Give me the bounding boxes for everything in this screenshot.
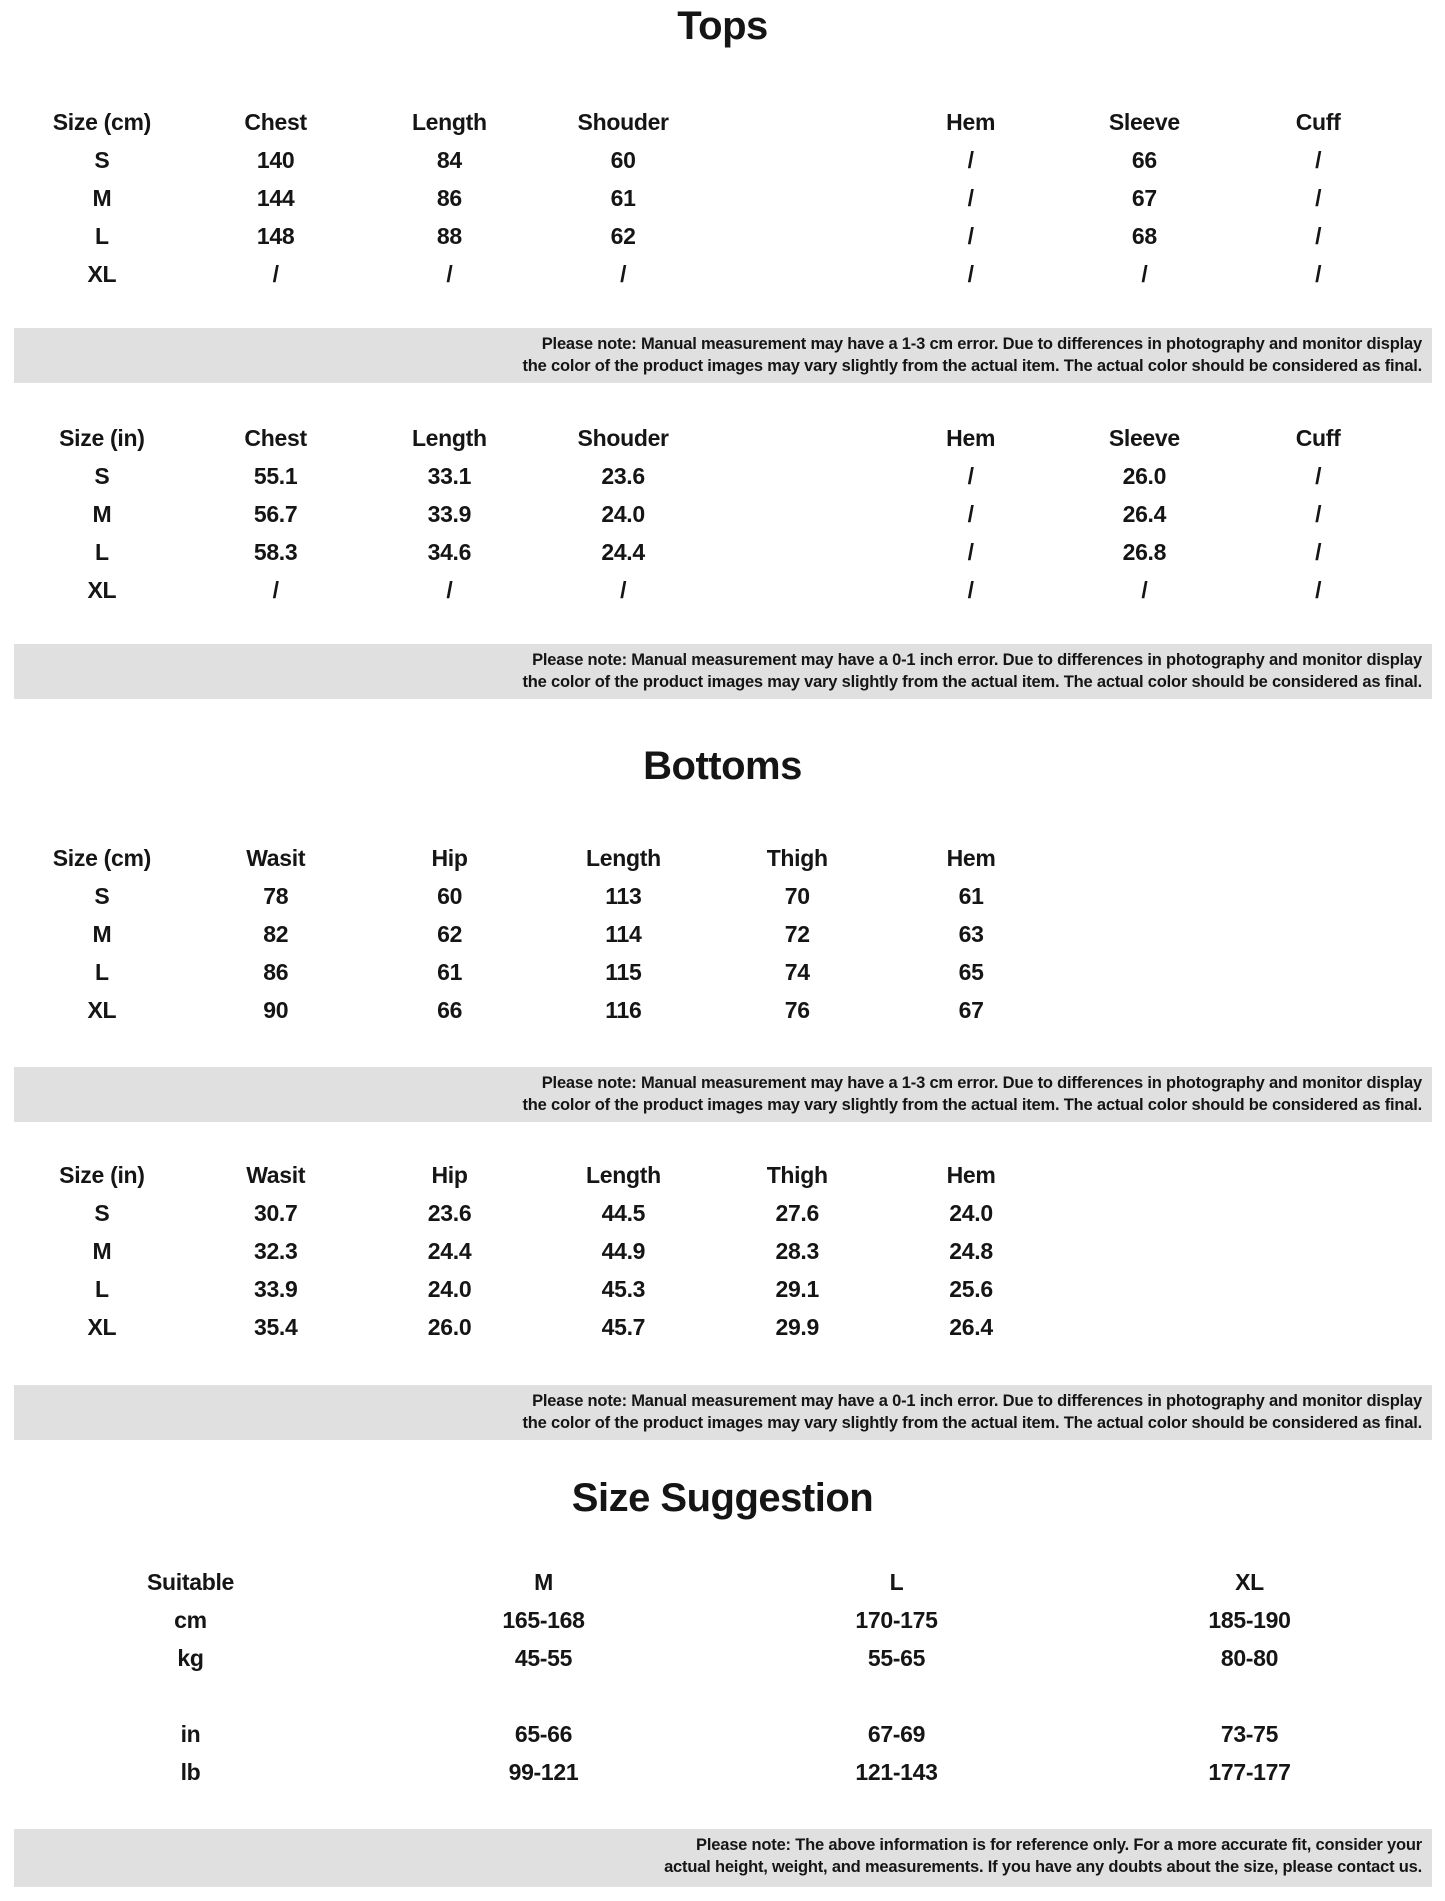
table-cell: 33.9 [427,501,472,527]
column-header: Hip [431,845,468,871]
table-cell: / [1315,539,1322,565]
table-cell: 177-177 [1208,1759,1291,1785]
row-label: S [94,883,110,909]
table-cell: / [1141,261,1148,287]
table-cell: 61 [437,959,463,985]
row-label: kg [177,1645,204,1671]
table-cell: 88 [436,223,462,249]
table-cell: / [272,261,279,287]
table-cell: 82 [263,921,289,947]
column-header-empty [710,419,884,457]
table-cell: 26.4 [949,1314,993,1340]
row-label: S [94,463,110,489]
row-label: L [95,1276,109,1302]
tops-title: Tops [677,4,768,48]
table-cell: / [1315,463,1322,489]
table-cell: 26.8 [1122,539,1167,565]
table-cell: 68 [1131,223,1157,249]
table-cell: 60 [437,883,463,909]
table-cell: 86 [263,959,289,985]
table-cell: 140 [256,147,295,173]
column-header: Size (in) [59,425,145,451]
table-cell: / [967,501,974,527]
table-cell: / [1315,577,1322,603]
table-cell: / [446,261,453,287]
bottoms-title: Bottoms [643,744,802,788]
table-cell: 23.6 [427,1200,472,1226]
table-cell: 24.8 [949,1238,993,1264]
column-header: M [534,1569,553,1595]
row-label: M [92,501,112,527]
table-cell [710,495,884,533]
table-cell [710,217,884,255]
table-cell: 35.4 [253,1314,298,1340]
table-cell: 144 [256,185,295,211]
table-cell: 66 [1131,147,1157,173]
table-cell: 99-121 [508,1759,579,1785]
column-header: Sleeve [1108,109,1180,135]
note-line: the color of the product images may vary slightly from the actual item. The actual color should be considered as final. [522,1413,1422,1432]
row-label: M [92,1238,112,1264]
row-label: XL [87,1314,117,1340]
tops-in-table [15,419,1405,609]
measurement-note-cm-bottoms [14,1067,1432,1122]
column-header: Hem [946,845,996,871]
table-cell: 29.1 [775,1276,820,1302]
column-header: Wasit [246,845,306,871]
table-cell: / [1315,223,1322,249]
table-cell: 67 [1131,185,1157,211]
column-header: Sleeve [1108,425,1180,451]
table-cell: / [446,577,453,603]
table-cell: / [1141,577,1148,603]
table-cell: 26.0 [1122,463,1167,489]
table-cell: 27.6 [775,1200,820,1226]
table-cell: / [1315,501,1322,527]
table-cell: 24.0 [601,501,645,527]
table-cell [710,533,884,571]
table-cell: 24.0 [427,1276,472,1302]
row-label: M [92,921,112,947]
table-cell: 65-66 [514,1721,573,1747]
column-header: Hip [431,1162,468,1188]
table-cell: 90 [263,997,289,1023]
table-cell: 114 [605,921,642,947]
table-cell: / [967,261,974,287]
column-header: Wasit [246,1162,306,1188]
bottoms-in-table [15,1156,1058,1346]
table-cell: / [1315,261,1322,287]
row-label: XL [87,997,117,1023]
column-header: Shouder [577,425,669,451]
table-cell: 62 [437,921,463,947]
table-cell: 28.3 [775,1238,820,1264]
table-cell: 80-80 [1220,1645,1279,1671]
column-header: Hem [946,425,996,451]
column-header: Size (cm) [52,109,152,135]
table-cell: 56.7 [253,501,298,527]
reference-note [14,1829,1432,1887]
table-cell: 33.1 [427,463,472,489]
note-line: Please note: Manual measurement may have a 0-1 inch error. Due to differences in photography and monitor display [532,1392,1422,1410]
size-suggestion-title: Size Suggestion [571,1476,874,1520]
table-cell: / [967,147,974,173]
table-cell: 185-190 [1208,1607,1291,1633]
note-line: the color of the product images may vary slightly from the actual item. The actual color should be considered as final. [522,356,1422,375]
table-cell [710,571,884,609]
table-cell: 148 [256,223,295,249]
size-suggestion-imperial-table [14,1715,1426,1791]
column-header: Thigh [766,1162,828,1188]
table-cell: 115 [605,959,642,985]
table-cell: 58.3 [253,539,298,565]
table-cell: / [967,185,974,211]
table-cell: 113 [605,883,642,909]
table-cell: 62 [610,223,636,249]
column-header: L [889,1569,904,1595]
column-header: Chest [244,109,307,135]
table-cell: 70 [784,883,810,909]
table-cell: 78 [263,883,289,909]
table-cell: 121-143 [855,1759,938,1785]
table-cell: 24.0 [949,1200,993,1226]
table-cell: 67 [958,997,984,1023]
table-cell: 24.4 [601,539,645,565]
table-cell: 67-69 [867,1721,926,1747]
size-suggestion-metric-table [14,1563,1426,1677]
table-cell: 32.3 [253,1238,298,1264]
note-line: Please note: Manual measurement may have a 1-3 cm error. Due to differences in photography and monitor display [541,1074,1422,1092]
table-cell: 45.7 [601,1314,646,1340]
table-cell: 61 [958,883,984,909]
column-header: Thigh [766,845,828,871]
table-cell: 44.5 [601,1200,646,1226]
table-cell: / [967,539,974,565]
measurement-note-inch-bottoms [14,1385,1432,1440]
note-line: the color of the product images may vary slightly from the actual item. The actual color should be considered as final. [522,1095,1422,1114]
note-line: actual height, weight, and measurements. If you have any doubts about the size, please contact us. [664,1857,1422,1876]
column-header: Shouder [577,109,669,135]
table-cell: 23.6 [601,463,645,489]
table-cell: 65 [958,959,984,985]
column-header-empty [710,103,884,141]
table-cell: 170-175 [855,1607,938,1633]
column-header: Length [411,425,487,451]
table-cell [710,457,884,495]
row-label: S [94,1200,110,1226]
note-line: Please note: The above information is for reference only. For a more accurate fit, consider your [696,1836,1422,1854]
table-cell: 66 [437,997,463,1023]
row-label: L [95,223,109,249]
table-cell [710,141,884,179]
row-label: L [95,539,109,565]
row-label: XL [87,577,117,603]
table-cell: / [620,577,627,603]
table-cell: 25.6 [949,1276,993,1302]
table-cell: 26.0 [427,1314,472,1340]
table-cell [710,255,884,293]
table-cell: 165-168 [502,1607,585,1633]
table-cell: 45-55 [514,1645,573,1671]
column-header: Cuff [1295,109,1341,135]
table-cell: 30.7 [253,1200,298,1226]
column-header: Length [411,109,487,135]
table-cell: 116 [605,997,642,1023]
table-cell: / [1315,185,1322,211]
bottoms-cm-table [15,839,1058,1029]
note-line: the color of the product images may vary slightly from the actual item. The actual color should be considered as final. [522,672,1422,691]
row-label: in [180,1721,201,1747]
column-header: Size (in) [59,1162,145,1188]
column-header: Hem [946,109,996,135]
table-cell: 26.4 [1122,501,1167,527]
table-cell: 84 [436,147,462,173]
tops-cm-table [15,103,1405,293]
table-cell: 29.9 [775,1314,820,1340]
row-label: S [94,147,110,173]
table-cell: / [967,223,974,249]
table-cell: 33.9 [253,1276,298,1302]
measurement-note-inch-tops [14,644,1432,699]
table-cell [710,179,884,217]
table-cell: / [620,261,627,287]
note-line: Please note: Manual measurement may have a 1-3 cm error. Due to differences in photography and monitor display [541,335,1422,353]
table-cell: 74 [784,959,810,985]
note-line: Please note: Manual measurement may have a 0-1 inch error. Due to differences in photography and monitor display [532,651,1422,669]
column-header: Suitable [146,1569,235,1595]
table-cell: 61 [610,185,636,211]
table-cell: 76 [784,997,810,1023]
column-header: Chest [244,425,307,451]
table-cell: / [1315,147,1322,173]
table-cell: 72 [784,921,810,947]
table-cell: 24.4 [427,1238,472,1264]
table-cell: / [967,577,974,603]
row-label: lb [180,1759,201,1785]
column-header: Cuff [1295,425,1341,451]
measurement-note-cm-tops [14,328,1432,383]
table-cell: 60 [610,147,636,173]
table-cell: 55.1 [253,463,298,489]
column-header: Length [585,1162,661,1188]
table-cell: / [272,577,279,603]
table-cell: 73-75 [1220,1721,1279,1747]
column-header: Hem [946,1162,996,1188]
column-header: XL [1235,1569,1264,1595]
table-cell: 45.3 [601,1276,646,1302]
column-header: Size (cm) [52,845,152,871]
table-cell: 63 [958,921,984,947]
table-cell: 44.9 [601,1238,646,1264]
column-header: Length [585,845,661,871]
table-cell: 55-65 [867,1645,926,1671]
table-cell: 34.6 [427,539,472,565]
table-cell: 86 [436,185,462,211]
row-label: XL [87,261,117,287]
row-label: L [95,959,109,985]
row-label: M [92,185,112,211]
row-label: cm [174,1607,207,1633]
table-cell: / [967,463,974,489]
